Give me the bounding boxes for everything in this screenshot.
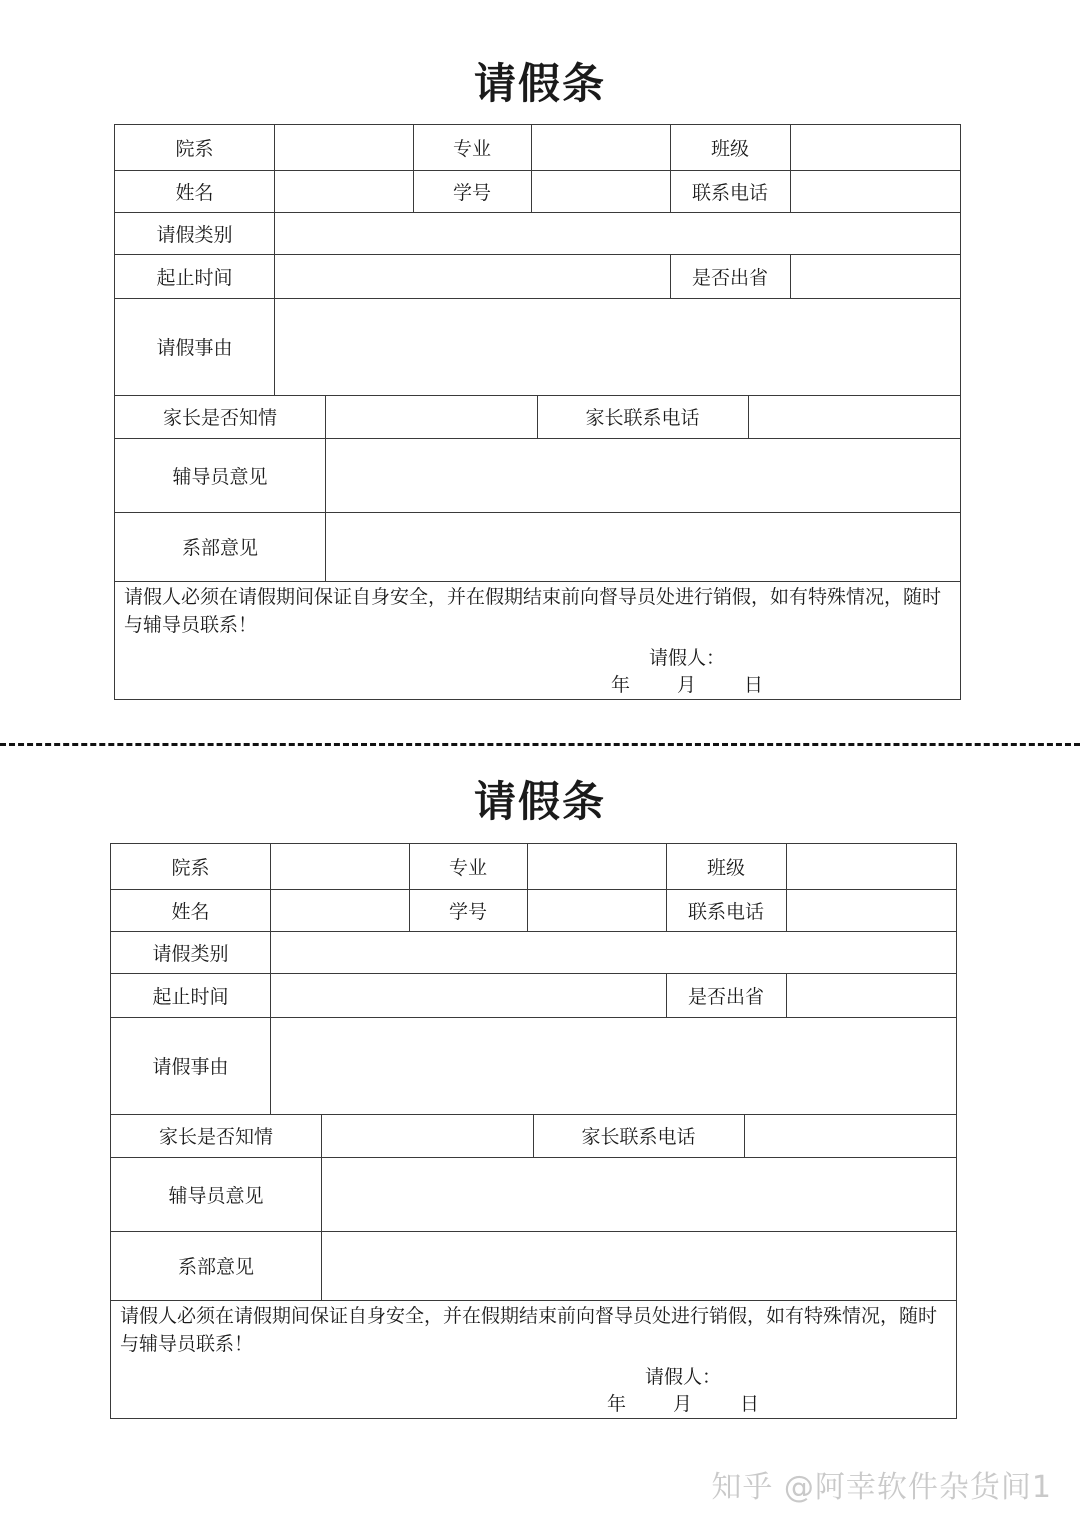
date-year: 年 xyxy=(607,1393,627,1415)
label-parent-informed: 家长是否知情 xyxy=(158,1126,273,1148)
label-reason: 请假事由 xyxy=(156,337,233,359)
label-out-of-province: 是否出省 xyxy=(691,266,768,289)
field-department-opinion[interactable] xyxy=(321,1231,956,1300)
label-period: 起止时间 xyxy=(156,266,233,289)
label-student-id: 学号 xyxy=(452,181,491,204)
label-counselor-opinion: 辅导员意见 xyxy=(172,465,268,488)
label-reason: 请假事由 xyxy=(152,1056,229,1078)
label-student-id: 学号 xyxy=(448,900,487,923)
label-parent-phone: 家长联系电话 xyxy=(585,407,700,429)
form-title: 请假条 xyxy=(473,59,606,108)
field-reason[interactable] xyxy=(270,1017,956,1114)
label-department-opinion: 系部意见 xyxy=(181,537,258,559)
label-class: 班级 xyxy=(706,857,745,879)
label-phone: 联系电话 xyxy=(687,900,764,923)
field-period[interactable] xyxy=(270,973,666,1017)
field-major[interactable] xyxy=(527,844,666,889)
label-major: 专业 xyxy=(452,138,491,160)
label-name: 姓名 xyxy=(171,900,210,923)
form-table xyxy=(110,843,957,1419)
date-month: 月 xyxy=(677,674,697,696)
date-day: 日 xyxy=(744,674,764,696)
signer-label: 请假人： xyxy=(649,647,726,669)
label-leave-type: 请假类别 xyxy=(156,223,233,246)
label-period: 起止时间 xyxy=(152,985,229,1008)
field-parent-informed[interactable] xyxy=(321,1114,533,1157)
label-department-opinion: 系部意见 xyxy=(177,1256,254,1278)
label-name: 姓名 xyxy=(175,181,214,204)
safety-note: 请假人必须在请假期间保证自身安全，并在假期结束前向督导员处进行销假，如有特殊情况，随时与辅导员联系！ xyxy=(124,586,942,636)
label-parent-informed: 家长是否知情 xyxy=(162,407,277,429)
field-parent-phone[interactable] xyxy=(744,1114,956,1157)
signer-label: 请假人： xyxy=(645,1366,722,1388)
field-phone[interactable] xyxy=(786,889,956,931)
safety-note: 请假人必须在请假期间保证自身安全，并在假期结束前向督导员处进行销假，如有特殊情况，随时与辅导员联系！ xyxy=(120,1305,938,1355)
label-phone: 联系电话 xyxy=(691,181,768,204)
date-day: 日 xyxy=(740,1393,760,1415)
field-student-id[interactable] xyxy=(527,889,666,931)
label-department: 院系 xyxy=(175,138,214,160)
label-parent-phone: 家长联系电话 xyxy=(581,1126,696,1148)
field-class[interactable] xyxy=(786,844,956,889)
label-counselor-opinion: 辅导员意见 xyxy=(168,1184,264,1207)
field-counselor-opinion[interactable] xyxy=(321,1157,956,1231)
watermark: 知乎 @阿幸软件杂货间1 xyxy=(711,1470,1052,1505)
date-month: 月 xyxy=(673,1393,693,1415)
label-major: 专业 xyxy=(448,857,487,879)
field-department[interactable] xyxy=(270,844,409,889)
form-title: 请假条 xyxy=(473,777,606,826)
label-out-of-province: 是否出省 xyxy=(687,985,764,1008)
date-year: 年 xyxy=(611,674,631,696)
label-department: 院系 xyxy=(171,857,210,879)
field-leave-type[interactable] xyxy=(270,931,956,973)
label-class: 班级 xyxy=(710,138,749,160)
field-out-of-province[interactable] xyxy=(786,973,956,1017)
field-name[interactable] xyxy=(270,889,409,931)
label-leave-type: 请假类别 xyxy=(152,942,229,965)
